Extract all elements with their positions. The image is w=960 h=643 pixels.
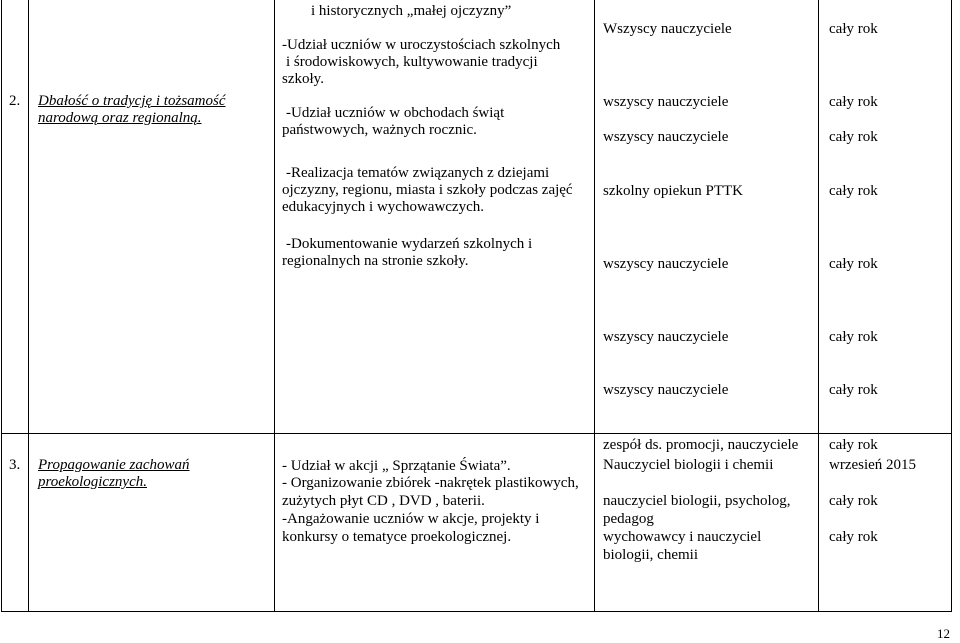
term-text: cały rok: [829, 256, 878, 272]
task-text: - Udział w akcji „ Sprzątanie Świata”.: [282, 458, 511, 474]
task-text: -Udział uczniów w uroczystościach szkolnych: [282, 37, 561, 53]
responsible-text: nauczyciel biologii, psycholog,: [603, 493, 791, 509]
responsible-text: zespół ds. promocji, nauczyciele: [603, 437, 799, 453]
area-title-line: proekologicznych.: [38, 474, 147, 490]
task-text: ojczyzny, regionu, miasta i szkoły podczas zajęć: [282, 182, 573, 198]
responsible-text: wszyscy nauczyciele: [603, 329, 729, 345]
task-text: -Udział uczniów w obchodach świąt: [286, 105, 505, 121]
task-text: regionalnych na stronie szkoły.: [282, 253, 469, 269]
row-divider: [1, 433, 952, 434]
term-text: cały rok: [829, 129, 878, 145]
task-text: szkoły.: [282, 71, 324, 87]
term-text: cały rok: [829, 94, 878, 110]
column-divider-4: [818, 0, 819, 612]
area-title-line: Dbałość o tradycję i tożsamość: [38, 93, 226, 109]
responsible-text: Nauczyciel biologii i chemii: [603, 457, 774, 473]
task-text: konkursy o tematyce proekologicznej.: [282, 529, 512, 545]
task-text: i środowiskowych, kultywowanie tradycji: [286, 54, 538, 70]
responsible-text: pedagog: [603, 511, 654, 527]
table-border-right: [951, 0, 952, 612]
responsible-text: wszyscy nauczyciele: [603, 129, 729, 145]
page-number: 12: [937, 626, 950, 641]
responsible-text: Wszyscy nauczyciele: [603, 21, 732, 37]
term-text: cały rok: [829, 493, 878, 509]
area-title-line: Propagowanie zachowań: [38, 457, 190, 473]
responsible-text: wszyscy nauczyciele: [603, 256, 729, 272]
table-border-bottom: [1, 611, 952, 612]
term-text: cały rok: [829, 21, 878, 37]
row-number: 3.: [9, 457, 21, 473]
responsible-text: biologii, chemii: [603, 547, 698, 563]
task-text: zużytych płyt CD , DVD , baterii.: [282, 493, 485, 509]
responsible-text: wszyscy nauczyciele: [603, 382, 729, 398]
responsible-text: wychowawcy i nauczyciel: [603, 529, 762, 545]
term-text: cały rok: [829, 529, 878, 545]
term-text: cały rok: [829, 329, 878, 345]
task-text: -Realizacja tematów związanych z dziejami: [286, 165, 550, 181]
task-text: państwowych, ważnych rocznic.: [282, 122, 477, 138]
term-text: cały rok: [829, 183, 878, 199]
table-border-left: [1, 0, 2, 612]
task-text: edukacyjnych i wychowawczych.: [282, 199, 485, 215]
area-title-line: narodową oraz regionalną.: [38, 110, 202, 126]
task-text: - Organizowanie zbiórek -nakrętek plastikowych,: [282, 475, 579, 491]
column-divider-3: [594, 0, 595, 612]
responsible-text: szkolny opiekun PTTK: [603, 183, 743, 199]
row-number: 2.: [9, 93, 21, 109]
term-text: wrzesień 2015: [829, 457, 917, 473]
task-text: -Dokumentowanie wydarzeń szkolnych i: [286, 236, 533, 252]
responsible-text: wszyscy nauczyciele: [603, 94, 729, 110]
task-text: -Angażowanie uczniów w akcje, projekty i: [282, 511, 540, 527]
column-divider-2: [274, 0, 275, 612]
task-text: i historycznych „małej ojczyzny”: [311, 3, 512, 19]
term-text: cały rok: [829, 437, 878, 453]
column-divider-1: [28, 0, 29, 612]
term-text: cały rok: [829, 382, 878, 398]
